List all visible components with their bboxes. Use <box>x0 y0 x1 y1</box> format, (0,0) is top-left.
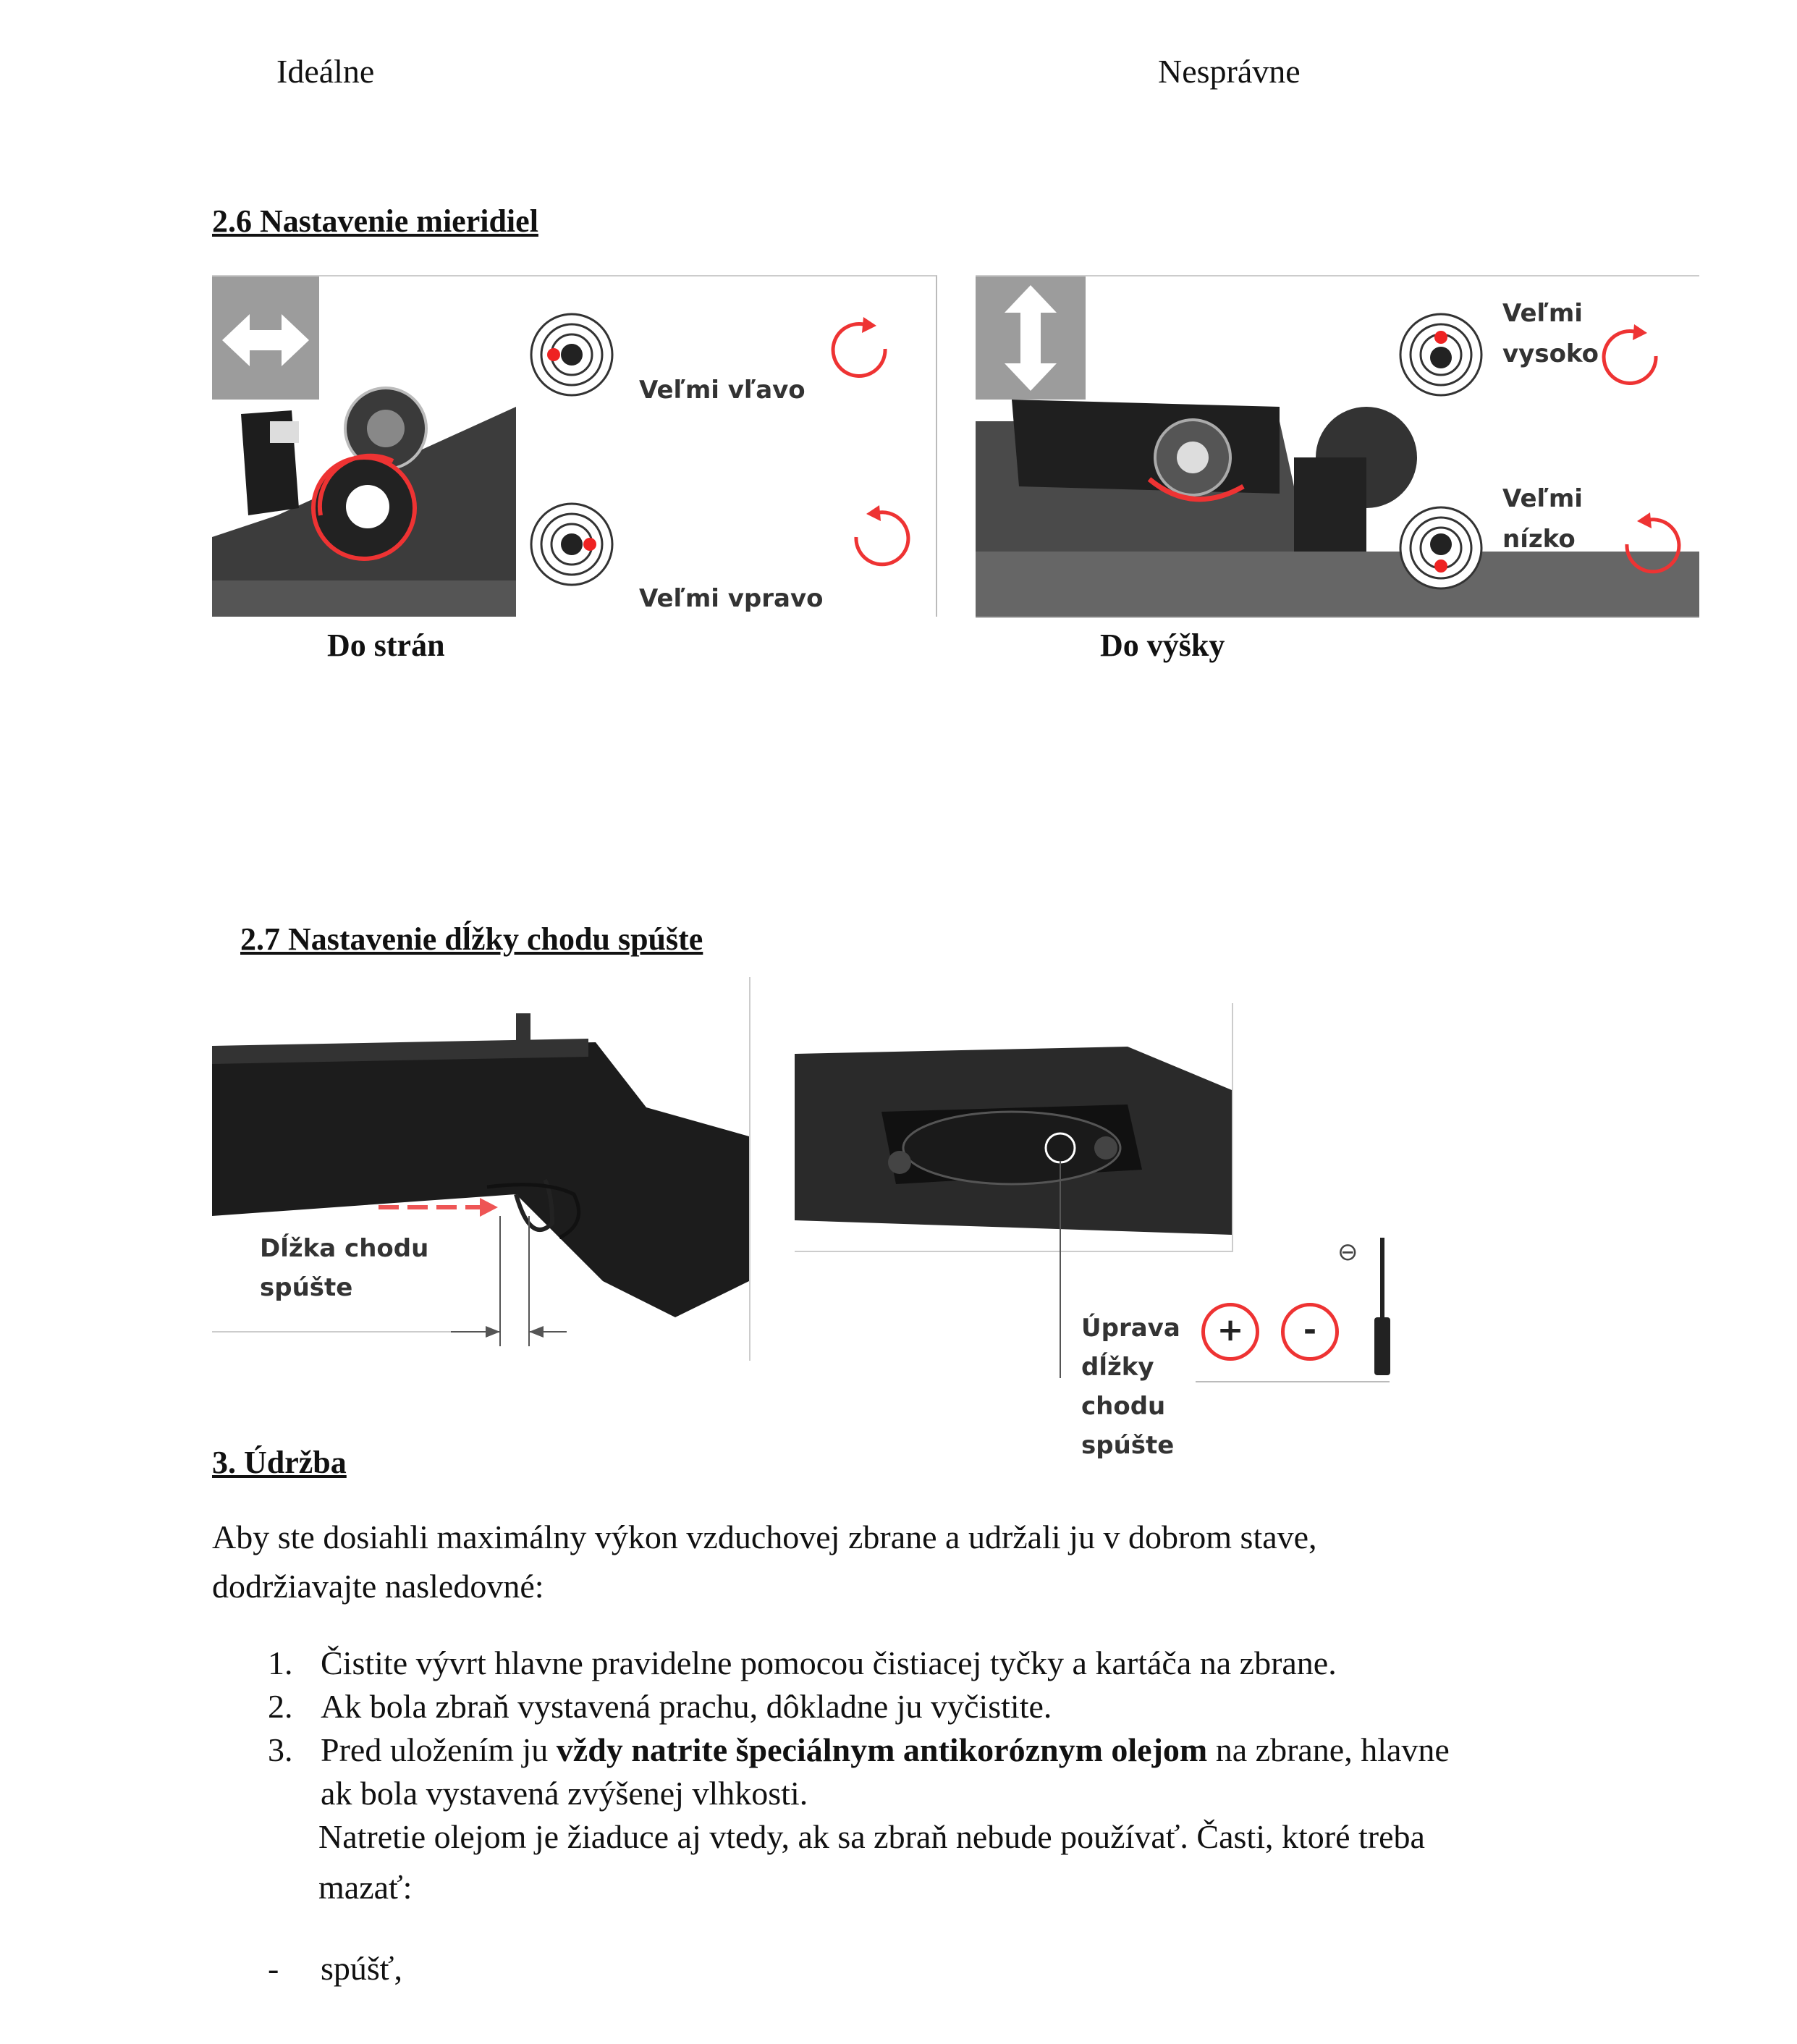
list-item-number: 1. <box>268 1644 293 1681</box>
label-trigger-travel-1: Dĺžka chodu <box>260 1234 429 1263</box>
target-left-icon <box>531 314 612 395</box>
rotate-clockwise-icon <box>1604 324 1656 384</box>
target-right-icon <box>531 504 612 585</box>
list-item-number: 3. <box>268 1731 293 1768</box>
label-very-low-1: Veľmi <box>1502 484 1583 513</box>
label-adjust-1: Úprava <box>1081 1314 1180 1343</box>
bullet-dash: - <box>268 1950 279 1987</box>
list-item-number: 2. <box>268 1688 293 1725</box>
label-adjust-2: dĺžky <box>1081 1353 1154 1382</box>
trigger-guard-illustration <box>795 1003 1232 1251</box>
item3-line-4: mazať: <box>318 1869 413 1906</box>
label-adjust-3: chodu <box>1081 1392 1166 1421</box>
intro-line-1: Aby ste dosiahli maximálny výkon vzduchovej zbrane a udržali ju v dobrom stave, <box>212 1519 1317 1555</box>
caption-wrong: Nesprávne <box>1158 53 1301 90</box>
target-low-icon <box>1400 507 1481 588</box>
heading-sights: 2.6 Nastavenie mieridiel <box>212 203 538 239</box>
caption-ideal: Ideálne <box>276 53 375 90</box>
target-high-icon <box>1400 314 1481 395</box>
list-item <box>268 1728 1715 1772</box>
list-item-text: Čistite vývrt hlavne pravidelne pomocou čistiacej tyčky a kartáča na zbrane. <box>321 1644 1337 1681</box>
trigger-adjust-figure <box>795 1003 1233 1252</box>
list-item <box>268 1642 1715 1685</box>
list-item <box>268 1685 1715 1728</box>
windage-illustration <box>212 276 936 617</box>
heading-trigger: 2.7 Nastavenie dĺžky chodu spúšte <box>240 921 703 957</box>
item3-line-3: Natretie olejom je žiaduce aj vtedy, ak sa zbraň nebude používať. Časti, ktoré treba <box>318 1818 1425 1855</box>
screwdriver-icon <box>1371 1238 1393 1375</box>
item3-line-2: ak bola vystavená zvýšenej vlhkosti. <box>321 1775 808 1812</box>
label-very-low-2: nízko <box>1502 525 1576 554</box>
label-very-high-1: Veľmi <box>1502 299 1583 328</box>
heading-maintenance: 3. Údržba <box>212 1445 347 1480</box>
rotate-counterclockwise-icon <box>856 505 908 565</box>
plus-icon: + <box>1201 1303 1259 1361</box>
label-trigger-travel-2: spúšte <box>260 1273 353 1302</box>
label-far-right: Veľmi vpravo <box>639 584 824 613</box>
bullet-text: spúšť, <box>321 1950 402 1987</box>
rotate-clockwise-icon <box>833 317 885 376</box>
text-pre: Pred uložením ju <box>321 1731 557 1768</box>
caption-elevation: Do výšky <box>1100 628 1225 663</box>
text-post: na zbrane, hlavne <box>1207 1731 1450 1768</box>
trigger-length-figure <box>212 977 750 1361</box>
screw-slot-icon: ⊖ <box>1337 1238 1358 1267</box>
list-item-text: Ak bola zbraň vystavená prachu, dôkladne ju vyčistite. <box>321 1688 1052 1725</box>
label-very-high-2: vysoko <box>1502 339 1599 368</box>
text-bold: vždy natrite špeciálnym antikoróznym olejom <box>556 1731 1208 1768</box>
caption-windage: Do strán <box>327 628 445 663</box>
callout-line <box>1060 1161 1061 1378</box>
sight-windage-figure <box>212 275 937 617</box>
label-far-left: Veľmi vľavo <box>639 376 806 405</box>
baseline <box>1196 1381 1390 1382</box>
elevation-illustration <box>976 276 1699 617</box>
sight-elevation-figure <box>976 275 1699 618</box>
minus-icon: - <box>1281 1303 1339 1361</box>
intro-line-2: dodržiavajte nasledovné: <box>212 1568 544 1605</box>
list-item-text <box>321 1728 1450 1772</box>
label-adjust-4: spúšte <box>1081 1431 1175 1460</box>
